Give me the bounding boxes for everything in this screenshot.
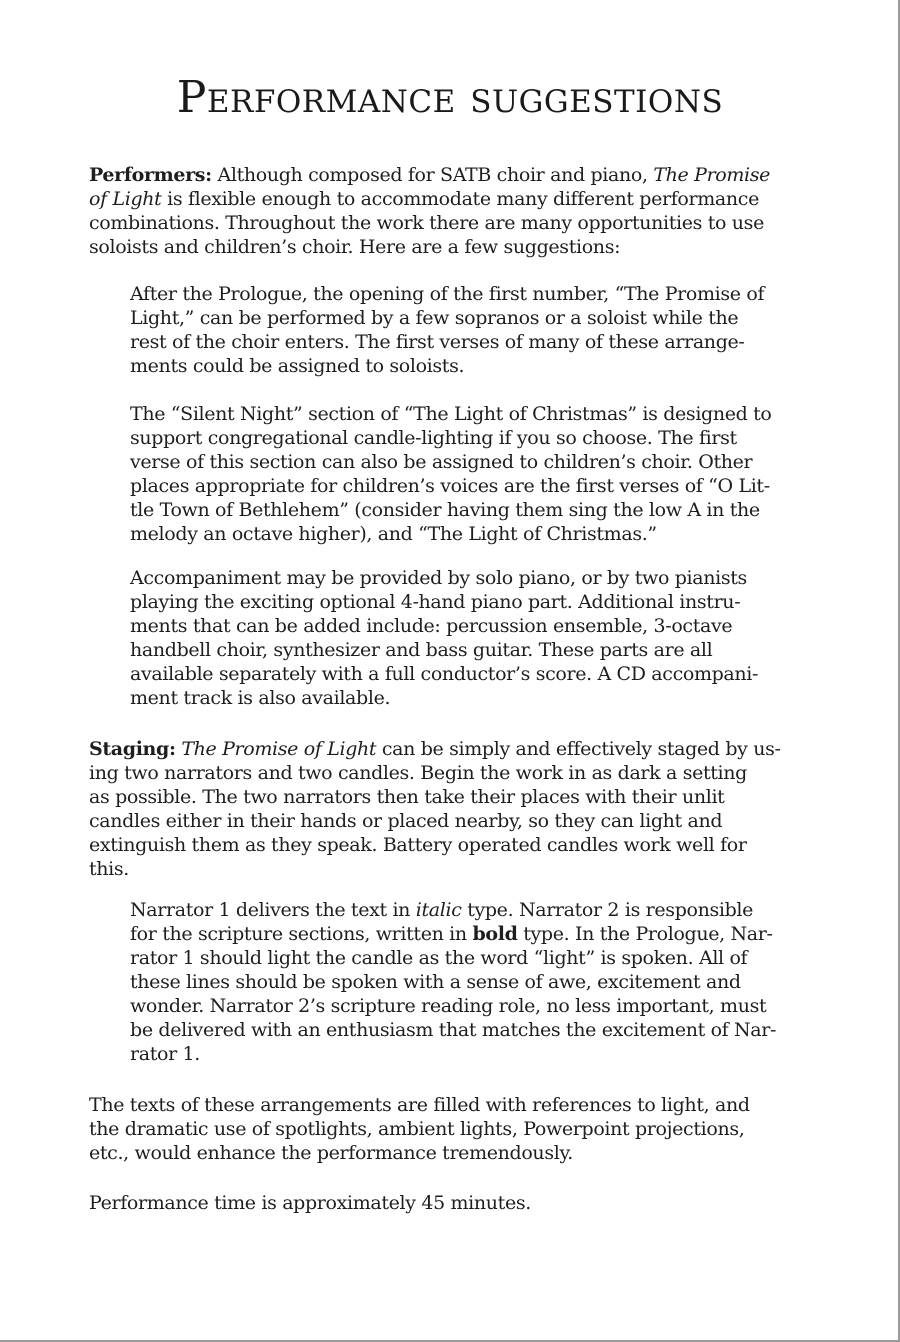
narrators-line-1: Narrator 1 delivers the text in italic type. Narrator 2 is responsible	[130, 899, 754, 921]
text-line: be delivered with an enthusiasm that matches the excitement of Nar-	[130, 1019, 777, 1041]
text-line: candles either in their hands or placed nearby, so they can light and	[89, 810, 723, 832]
text-line: this.	[89, 858, 129, 880]
page-title: Performance suggestions	[176, 72, 724, 123]
staging-label: Staging:	[89, 738, 176, 760]
work-title: The Promise	[653, 164, 771, 186]
text-line: wonder. Narrator 2’s scripture reading role, no less important, must	[130, 995, 767, 1017]
text-line: Light,” can be performed by a few sopranos or a soloist while the	[130, 307, 739, 329]
text-line: the dramatic use of spotlights, ambient lights, Powerpoint projections,	[89, 1118, 745, 1140]
text-line: Accompaniment may be provided by solo piano, or by two pianists	[130, 567, 747, 589]
text-line: rator 1 should light the candle as the word “light” is spoken. All of	[130, 947, 748, 969]
performers-line-1: Performers: Although composed for SATB choir and piano, The Promise	[89, 164, 771, 186]
narrators-paragraph	[130, 898, 776, 1066]
text-line: rest of the choir enters. The first verses of many of these arrange-	[130, 331, 745, 353]
text-line: etc., would enhance the performance tremendously.	[89, 1142, 573, 1164]
performers-line-3: combinations. Throughout the work there are many opportunities to use	[89, 212, 764, 234]
text-line: ments that can be added include: percussion ensemble, 3-octave	[130, 615, 733, 637]
performers-label: Performers:	[89, 164, 212, 186]
lighting-paragraph	[89, 1093, 750, 1165]
text-line: melody an octave higher), and “The Light of Christmas.”	[130, 523, 657, 545]
suggestion-silent-night-paragraph	[130, 402, 772, 546]
work-title: The Promise of Light	[181, 738, 377, 760]
performance-time: Performance time is approximately 45 minutes.	[89, 1192, 531, 1214]
performers-paragraph	[89, 163, 770, 259]
text-line: extinguish them as they speak. Battery operated candles work well for	[89, 834, 747, 856]
text-line: available separately with a full conductor’s score. A CD accompani-	[130, 663, 759, 685]
bold-word: bold	[472, 923, 518, 945]
performers-line-4: soloists and children’s choir. Here are a few suggestions:	[89, 236, 621, 258]
text-line: tle Town of Bethlehem” (consider having them sing the low A in the	[130, 499, 760, 521]
narrators-line-2: for the scripture sections, written in bold type. In the Prologue, Nar-	[130, 923, 773, 945]
staging-paragraph	[89, 737, 781, 881]
work-title: of Light	[89, 188, 162, 210]
text-line: support congregational candle-lighting if you so choose. The first	[130, 427, 737, 449]
italic-word: italic	[415, 899, 462, 921]
text-line: playing the exciting optional 4-hand piano part. Additional instru-	[130, 591, 741, 613]
text-line: handbell choir, synthesizer and bass guitar. These parts are all	[130, 639, 713, 661]
text-line: The “Silent Night” section of “The Light of Christmas” is designed to	[130, 403, 772, 425]
suggestion-accompaniment-paragraph	[130, 566, 758, 710]
text-line: ments could be assigned to soloists.	[130, 355, 465, 377]
text-line: verse of this section can also be assigned to children’s choir. Other	[130, 451, 753, 473]
performers-line-2: of Light is flexible enough to accommodate many different performance	[89, 188, 759, 210]
text-line: as possible. The two narrators then take their places with their unlit	[89, 786, 725, 808]
text-line: After the Prologue, the opening of the first number, “The Promise of	[130, 283, 765, 305]
text-line: rator 1.	[130, 1043, 200, 1065]
staging-line-1: Staging: The Promise of Light can be simply and effectively staged by us-	[89, 738, 781, 760]
text-line: these lines should be spoken with a sense of awe, excitement and	[130, 971, 741, 993]
text-line: The texts of these arrangements are filled with references to light, and	[89, 1094, 750, 1116]
text-line: ment track is also available.	[130, 687, 391, 709]
suggestion-prologue-paragraph	[130, 282, 764, 378]
text-line: places appropriate for children’s voices are the first verses of “O Lit-	[130, 475, 770, 497]
text-line: ing two narrators and two candles. Begin the work in as dark a setting	[89, 762, 747, 784]
